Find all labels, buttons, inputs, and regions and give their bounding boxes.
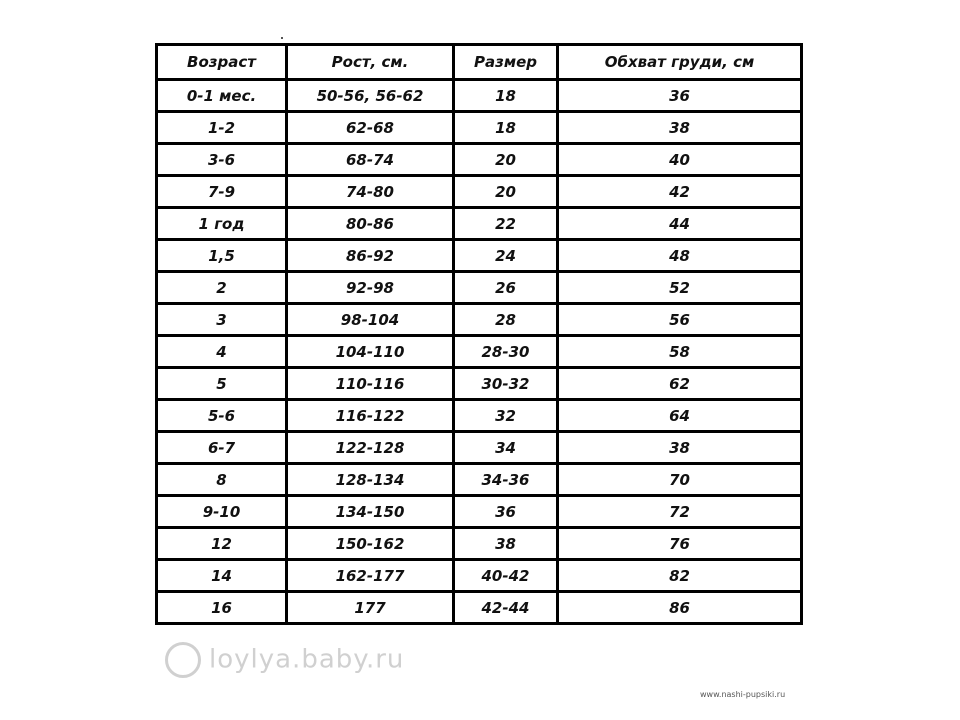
cell-size: 26 [454, 272, 558, 304]
cell-size: 40-42 [454, 560, 558, 592]
table-row [157, 144, 802, 176]
watermark [165, 642, 404, 678]
cell-chest: 82 [558, 560, 802, 592]
cell-height: 98-104 [287, 304, 454, 336]
cell-size: 20 [454, 176, 558, 208]
cell-chest: 48 [558, 240, 802, 272]
table-body [157, 80, 802, 624]
header-chest: Обхват груди, см [558, 45, 802, 80]
cell-size: 34 [454, 432, 558, 464]
source-credit: www.nashi-pupsiki.ru [700, 690, 786, 699]
cell-chest: 58 [558, 336, 802, 368]
table-row [157, 80, 802, 112]
cell-size: 28 [454, 304, 558, 336]
cell-age: 9-10 [157, 496, 287, 528]
cell-chest: 64 [558, 400, 802, 432]
table-row [157, 336, 802, 368]
table-row [157, 208, 802, 240]
cell-height: 80-86 [287, 208, 454, 240]
table-row [157, 464, 802, 496]
table-row [157, 304, 802, 336]
cell-height: 50-56, 56-62 [287, 80, 454, 112]
table-row [157, 496, 802, 528]
cell-age: 3-6 [157, 144, 287, 176]
cell-age: 14 [157, 560, 287, 592]
cell-height: 86-92 [287, 240, 454, 272]
cell-chest: 38 [558, 432, 802, 464]
cell-size: 36 [454, 496, 558, 528]
table-row [157, 368, 802, 400]
cell-chest: 70 [558, 464, 802, 496]
cell-chest: 72 [558, 496, 802, 528]
header-age: Возраст [157, 45, 287, 80]
watermark-text: loylya.baby.ru [209, 644, 405, 675]
table-row [157, 528, 802, 560]
cell-height: 68-74 [287, 144, 454, 176]
cell-age: 12 [157, 528, 287, 560]
cell-height: 134-150 [287, 496, 454, 528]
table-row [157, 272, 802, 304]
cell-height: 162-177 [287, 560, 454, 592]
cell-size: 38 [454, 528, 558, 560]
cell-chest: 36 [558, 80, 802, 112]
cell-size: 22 [454, 208, 558, 240]
table-row [157, 176, 802, 208]
header-height: Рост, см. [287, 45, 454, 80]
cell-size: 20 [454, 144, 558, 176]
cell-size: 28-30 [454, 336, 558, 368]
cell-age: 1,5 [157, 240, 287, 272]
cell-chest: 52 [558, 272, 802, 304]
cell-age: 5 [157, 368, 287, 400]
cell-size: 34-36 [454, 464, 558, 496]
cell-size: 32 [454, 400, 558, 432]
cell-size: 42-44 [454, 592, 558, 624]
cell-chest: 40 [558, 144, 802, 176]
cell-age: 1-2 [157, 112, 287, 144]
cell-chest: 42 [558, 176, 802, 208]
cell-chest: 86 [558, 592, 802, 624]
cell-chest: 62 [558, 368, 802, 400]
table-row [157, 592, 802, 624]
cell-age: 6-7 [157, 432, 287, 464]
cell-age: 1 год [157, 208, 287, 240]
table-row [157, 432, 802, 464]
cell-age: 16 [157, 592, 287, 624]
cell-height: 92-98 [287, 272, 454, 304]
cell-height: 177 [287, 592, 454, 624]
cell-size: 18 [454, 112, 558, 144]
cell-height: 104-110 [287, 336, 454, 368]
watermark-logo-icon [165, 642, 201, 678]
cell-height: 128-134 [287, 464, 454, 496]
cell-chest: 76 [558, 528, 802, 560]
cell-age: 4 [157, 336, 287, 368]
table-header-row [157, 45, 802, 80]
cell-height: 110-116 [287, 368, 454, 400]
cell-age: 7-9 [157, 176, 287, 208]
cell-age: 0-1 мес. [157, 80, 287, 112]
cell-chest: 38 [558, 112, 802, 144]
cell-age: 5-6 [157, 400, 287, 432]
table-row [157, 112, 802, 144]
header-size: Размер [454, 45, 558, 80]
table-row [157, 560, 802, 592]
cell-age: 8 [157, 464, 287, 496]
cell-size: 18 [454, 80, 558, 112]
cell-age: 3 [157, 304, 287, 336]
cell-height: 74-80 [287, 176, 454, 208]
cell-size: 30-32 [454, 368, 558, 400]
cell-chest: 56 [558, 304, 802, 336]
cell-height: 150-162 [287, 528, 454, 560]
table-row [157, 240, 802, 272]
size-chart-table [155, 43, 803, 625]
speck [281, 37, 283, 39]
cell-size: 24 [454, 240, 558, 272]
cell-age: 2 [157, 272, 287, 304]
table-row [157, 400, 802, 432]
cell-height: 116-122 [287, 400, 454, 432]
cell-height: 62-68 [287, 112, 454, 144]
cell-chest: 44 [558, 208, 802, 240]
cell-height: 122-128 [287, 432, 454, 464]
